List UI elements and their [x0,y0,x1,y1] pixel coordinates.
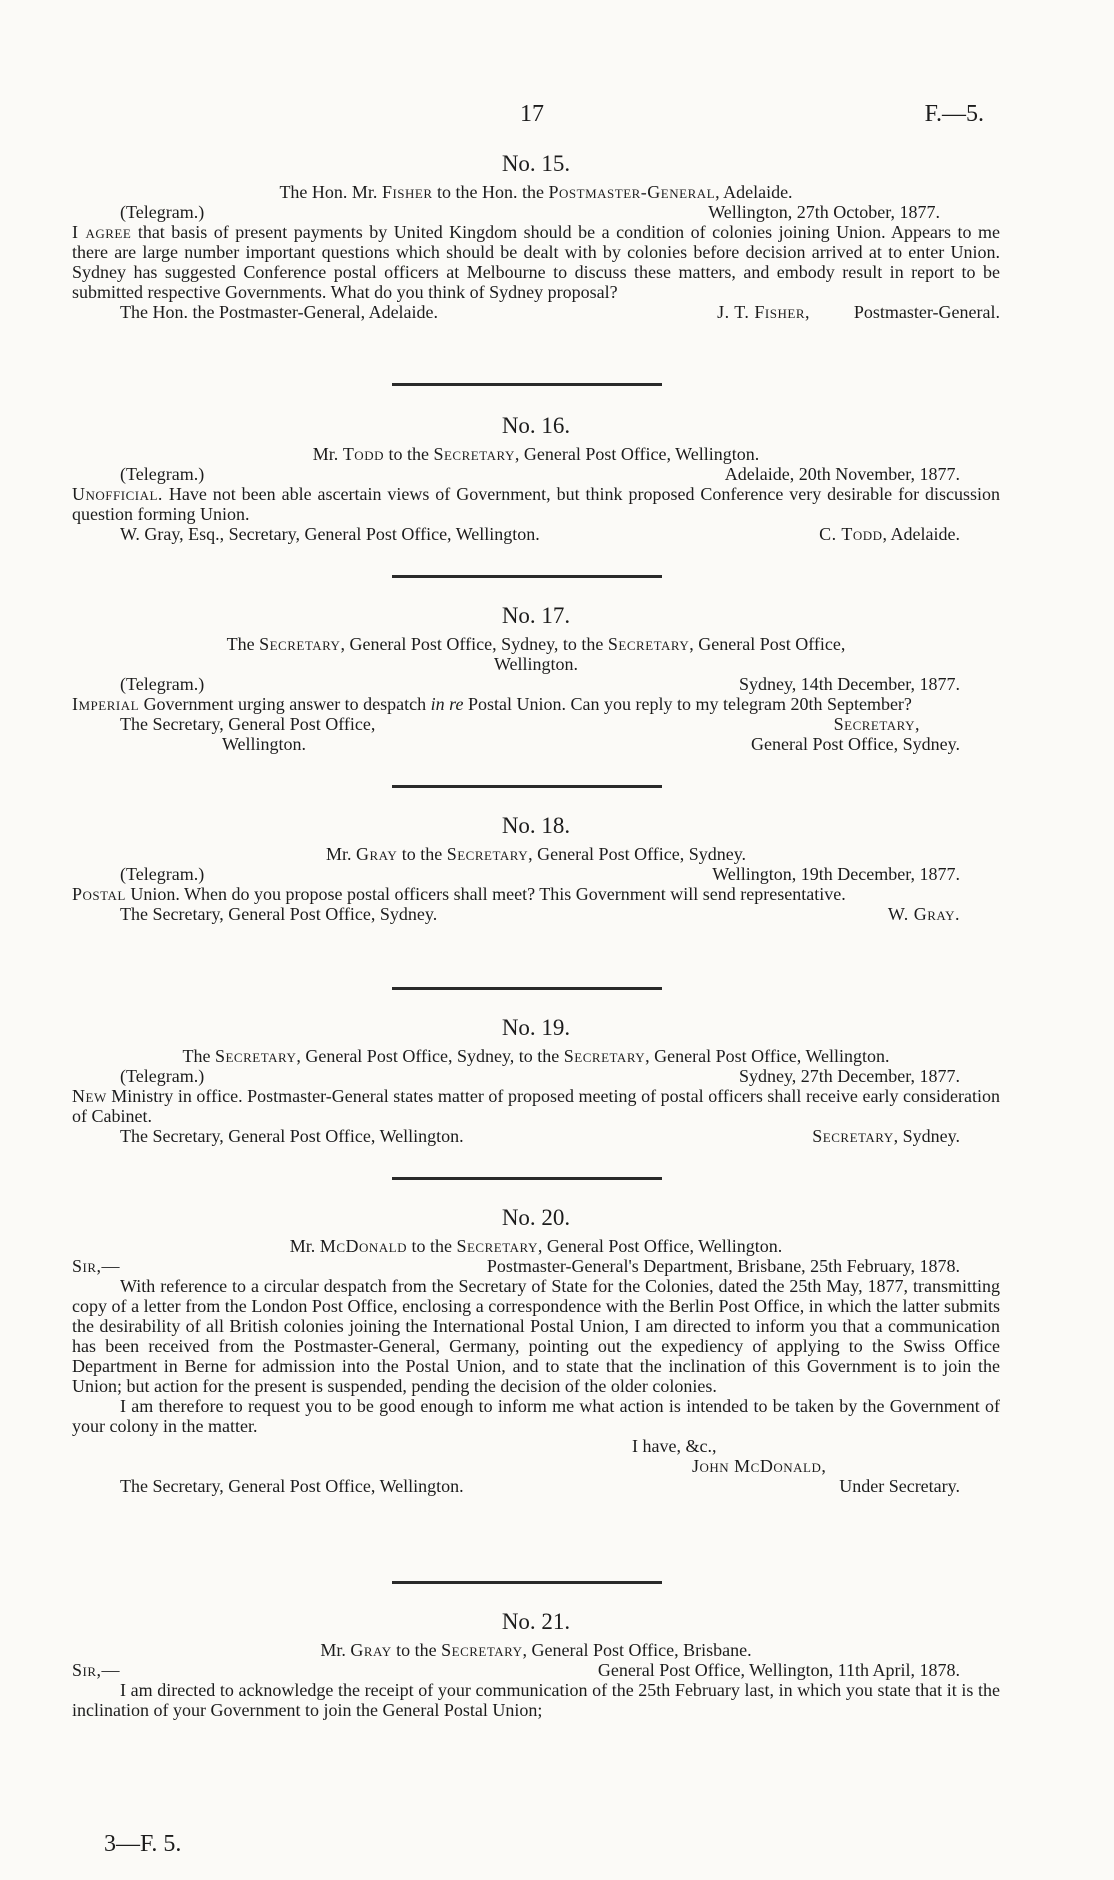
running-header [0,101,1114,134]
entry-number: No. 19. [501,1015,571,1040]
signatory-title: General Post Office, Sydney. [751,734,960,754]
recipient: W. Gray, Esq., Secretary, General Post Office, Wellington. [120,524,540,544]
entry-no-18 [72,812,1000,924]
entry-number: No. 18. [501,813,571,838]
section-divider [392,1177,662,1180]
entry-address: Mr. McDonald to the Secretary, General Post Office, Wellington. [289,1236,783,1256]
signatory-name: W. Gray. [887,904,960,924]
section-divider [392,785,662,788]
entry-number: No. 17. [501,603,571,628]
recipient-line-2: Wellington. [222,734,307,754]
place-date: Adelaide, 20th November, 1877. [724,464,960,484]
salutation: Sir,— [72,1256,121,1276]
telegram-body: New Ministry in office. Postmaster-General states matter of proposed meeting of postal officers shall receive early consideration of Cabinet. [72,1086,1000,1126]
recipient: The Secretary, General Post Office, Sydney. [120,904,438,924]
entry-no-21 [72,1608,1000,1720]
closing: I have, &c., [632,1436,717,1456]
recipient: The Secretary, General Post Office, Wellington. [120,1126,464,1146]
recipient: The Hon. the Postmaster-General, Adelaide. [120,302,439,322]
signatory-title: Postmaster-General. [853,302,1000,322]
entry-no-19 [72,1014,1000,1146]
section-divider [392,987,662,990]
signatory-name: J. T. Fisher, [717,302,810,322]
letter-paragraph-1: I am directed to acknowledge the receipt of your communication of the 25th February last, in which you state that it is the inclination of your Government to join the General Postal Union; [72,1680,1000,1720]
telegram-label: (Telegram.) [120,864,205,884]
entry-no-15 [72,150,1000,322]
entry-number: No. 15. [501,151,571,176]
recipient: The Secretary, General Post Office, Wellington. [120,1476,464,1496]
entry-no-16 [72,412,1000,544]
entry-address: Mr. Gray to the Secretary, General Post Office, Brisbane. [320,1640,752,1660]
entry-address: The Secretary, General Post Office, Sydney, to the Secretary, General Post Office, Wellington. [182,1046,890,1066]
entry-number: No. 16. [501,413,571,438]
telegram-body: I agree that basis of present payments by United Kingdom should be a condition of colonies joining Union. Appears to me there are large number important questions which should be dealt with by colonies before decision arrived at to enter Union. Sydney has suggested Conference postal officers at Melbourne to discuss these matters, and embody result in report to be submitted respective Governments. What do you think of Sydney proposal? [72,222,1001,302]
signatory-name: John McDonald, [692,1456,827,1476]
telegram-label: (Telegram.) [120,202,205,222]
telegram-line [72,202,1000,222]
paper-reference: F.—5. [924,101,984,127]
entry-address: The Secretary, General Post Office, Sydney, to the Secretary, General Post Office, [226,634,846,654]
signature-mark: 3—F. 5. [104,1831,182,1857]
entry-address: Mr. Todd to the Secretary, General Post Office, Wellington. [312,444,760,464]
entry-number: No. 20. [501,1205,571,1230]
entry-address: The Hon. Mr. Fisher to the Hon. the Postmaster-General, Adelaide. [279,182,793,202]
entry-address: Mr. Gray to the Secretary, General Post Office, Sydney. [325,844,747,864]
page-number: 17 [520,101,544,127]
letter-paragraph-2: I am therefore to request you to be good enough to inform me what action is intended to be taken by the Government of your colony in the matter. [72,1396,1000,1436]
telegram-body: Imperial Government urging answer to despatch in re Postal Union. Can you reply to my telegram 20th September? [72,694,912,714]
entry-number: No. 21. [501,1609,571,1634]
section-divider [392,575,662,578]
place-date: Sydney, 27th December, 1877. [738,1066,960,1086]
entry-no-17 [72,602,1000,754]
letter-paragraph-1: With reference to a circular despatch from the Secretary of State for the Colonies, dated the 25th May, 1877, transmitting copy of a letter from the London Post Office, enclosing a correspondence with the Berlin Post Office, in which the latter submits the desirability of all British colonies joining the International Postal Union, I am directed to inform you that a communication has been received from the Postmaster-General, Germany, pointing out the expediency of applying to the Swiss Office Department in Berne for admission into the Postal Union, and to state that the inclination of this Government is to join the Union; but action for the present is suspended, pending the decision of the older colonies. [72,1276,1000,1396]
place-date: Wellington, 27th October, 1877. [708,202,940,222]
salutation: Sir,— [72,1660,121,1680]
place-date: Postmaster-General's Department, Brisbane, 25th February, 1878. [486,1256,960,1276]
place-date: General Post Office, Wellington, 11th April, 1878. [597,1660,960,1680]
signatory: Secretary, Sydney. [812,1126,960,1146]
telegram-label: (Telegram.) [120,464,205,484]
recipient-line-1: The Secretary, General Post Office, [120,714,376,734]
telegram-body: Unofficial. Have not been able ascertain views of Government, but think proposed Conference very desirable for discussion question forming Union. [72,484,1000,524]
signatory: C. Todd, Adelaide. [819,524,960,544]
section-divider [392,383,662,386]
place-date: Wellington, 19th December, 1877. [712,864,960,884]
section-divider [392,1581,662,1584]
place-date: Sydney, 14th December, 1877. [738,674,960,694]
entry-address-continued: Wellington. [493,654,579,674]
signatory-title: Under Secretary. [839,1476,960,1496]
telegram-label: (Telegram.) [120,1066,205,1086]
telegram-body: Postal Union. When do you propose postal officers shall meet? This Government will send representative. [72,884,846,904]
signatory-name: Secretary, [833,714,920,734]
entry-no-20 [72,1204,1000,1496]
telegram-label: (Telegram.) [120,674,205,694]
